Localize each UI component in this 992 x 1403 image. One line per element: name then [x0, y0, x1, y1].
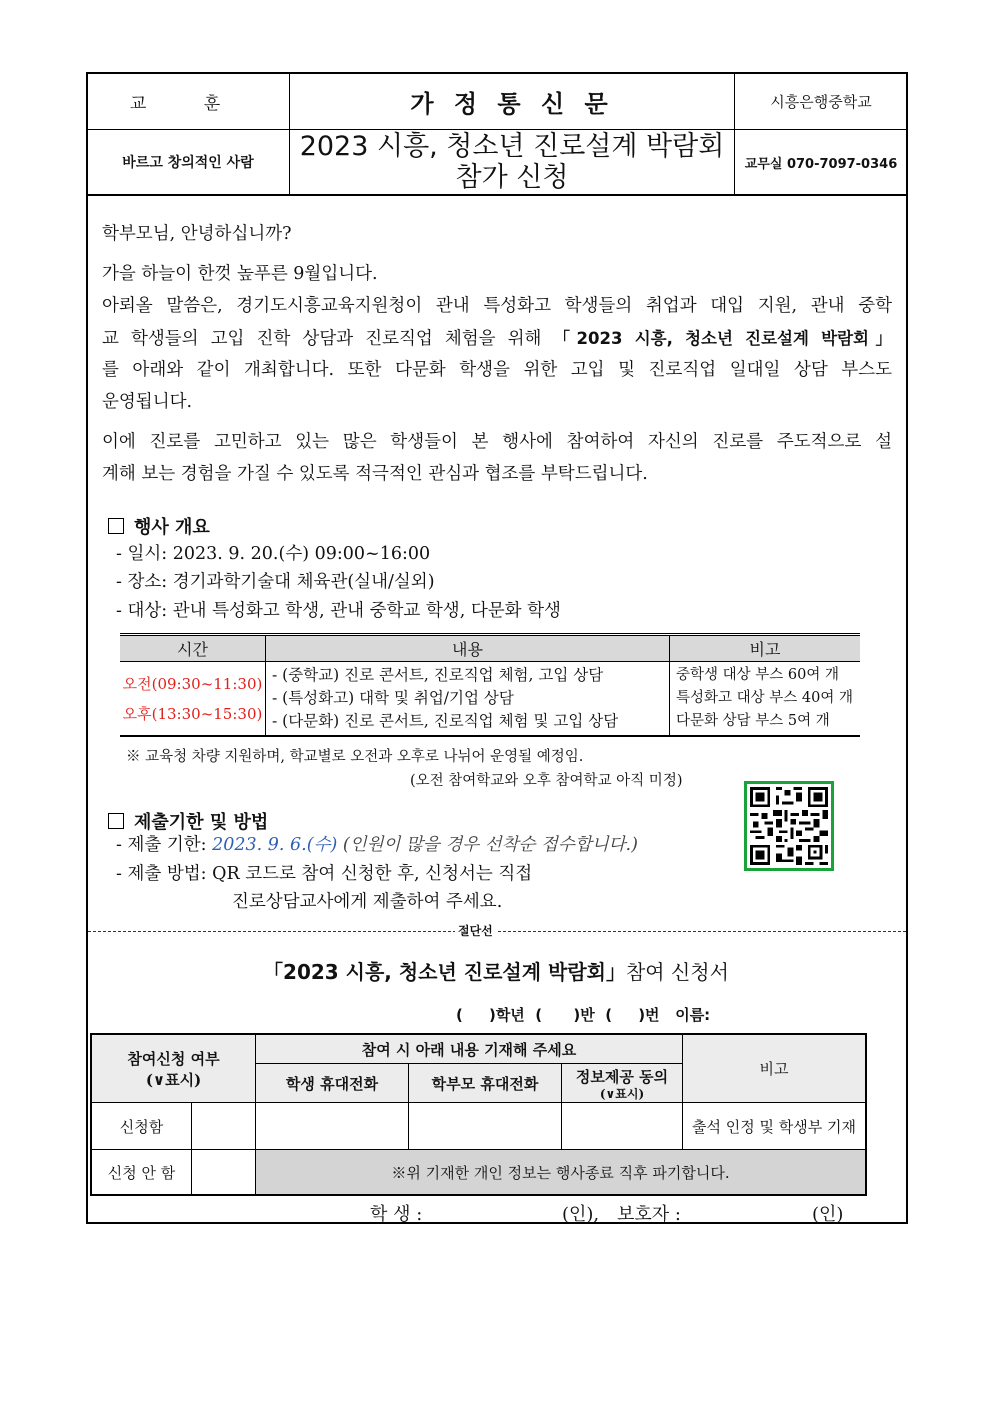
subject-line-1: 2023 시흥, 청소년 진로설계 박람회 [299, 131, 725, 162]
schedule-note-item: 중학생 대상 부스 60여 개 [676, 667, 839, 683]
event-name-bold: 「2023 시흥, 청소년 진로설계 박람회」 [553, 329, 893, 348]
schedule-content-item: - (다문화) 진로 콘서트, 진로직업 체험 및 고입 상담 [272, 712, 619, 730]
schedule-note-item: 다문화 상담 부스 5여 개 [676, 713, 830, 729]
subject-title [290, 130, 735, 196]
letter-p1-line3-text: 교 학생들의 고입 진학 상담과 진로직업 체험을 위해 [102, 329, 554, 349]
privacy-note: ※위 기재한 개인 정보는 행사종료 직후 파기합니다. [256, 1150, 867, 1196]
application-table [90, 1033, 867, 1196]
contact-phone: 교무실 070-7097-0346 [735, 130, 908, 196]
letter-p1-line2: 아뢰올 말씀은, 경기도시흥교육지원청이 관내 특성화고 학생들의 취업과 대입 지원, 관내 중학 [102, 296, 892, 316]
greeting: 학부모님, 안녕하십니까? [102, 224, 292, 244]
parent-phone-cell[interactable] [409, 1103, 562, 1150]
school-name: 시흥은행중학교 [735, 73, 908, 130]
submission-deadline [116, 831, 638, 859]
consent-header-text: 정보제공 동의 [575, 1067, 669, 1086]
row-not-apply-label: 신청 안 함 [91, 1150, 192, 1196]
row-apply-label: 신청함 [91, 1103, 192, 1150]
schedule-table [120, 633, 860, 737]
letter-p1-line4: 를 아래와 같이 개최합니다. 또한 다문화 학생을 위한 고입 및 진로직업 일대일 상담 부스도 [102, 360, 892, 380]
cut-line-label: 절단선 [455, 922, 496, 939]
schedule-header-time: 시간 [120, 635, 266, 662]
schedule-content-item: - (특성화고) 대학 및 취업/기업 상담 [272, 689, 514, 707]
motto-label: 교 훈 [87, 73, 290, 130]
letter-p2-line1: 이에 진로를 고민하고 있는 많은 학생들이 본 행사에 참여하여 자신의 진로를 주도적으로 설 [102, 432, 892, 452]
schedule-footnote-2: (오전 참여학교와 오후 참여학교 아직 미정) [410, 773, 683, 789]
student-phone-cell[interactable] [256, 1103, 409, 1150]
schedule-times [120, 662, 266, 737]
not-apply-check-cell[interactable] [192, 1150, 256, 1196]
parent-phone-header: 학부모 휴대전화 [409, 1064, 562, 1103]
sign-guardian-seal: (인) [812, 1204, 844, 1225]
student-info-line: ( )학년 ( )반 ( )번 이름: [456, 1006, 711, 1024]
schedule-time-pm: 오후(13:30~15:30) [122, 704, 263, 723]
overview-target: - 대상: 관내 특성화고 학생, 관내 중학교 학생, 다문화 학생 [116, 601, 561, 621]
document-title: 가 정 통 신 문 [290, 73, 735, 130]
form-title-rest: 참여 신청서 [625, 960, 729, 984]
submission-heading-text: 제출기한 및 방법 [134, 812, 269, 833]
apply-check-cell[interactable] [192, 1103, 256, 1150]
header-table [86, 72, 908, 196]
fill-in-header: 참여 시 아래 내용 기재해 주세요 [256, 1034, 683, 1064]
school-motto: 바르고 창의적인 사람 [87, 130, 290, 196]
letter-p1-line3 [102, 322, 892, 356]
schedule-notes [670, 662, 861, 737]
participation-header [91, 1034, 256, 1103]
student-phone-header: 학생 휴대전화 [256, 1064, 409, 1103]
sign-guardian-label: 보호자 : [617, 1204, 681, 1225]
participation-header-sub: (∨표시) [145, 1070, 202, 1089]
sign-student-label: 학 생 : [370, 1204, 423, 1225]
submission-method-line2: 진로상담교사에게 제출하여 주세요. [232, 892, 503, 912]
schedule-time-am: 오전(09:30~11:30) [122, 674, 263, 693]
consent-header-sub: (∨표시) [599, 1086, 645, 1101]
subject-line-2: 참가 신청 [455, 162, 569, 193]
remarks-header: 비고 [683, 1034, 867, 1103]
overview-place: - 장소: 경기과학기술대 체육관(실내/실외) [116, 572, 435, 592]
schedule-content-item: - (중학교) 진로 콘서트, 진로직업 체험, 고입 상담 [272, 666, 604, 684]
deadline-label: - 제출 기한: [116, 835, 213, 855]
overview-date: - 일시: 2023. 9. 20.(수) 09:00~16:00 [116, 544, 431, 564]
consent-header [562, 1064, 683, 1103]
letter-p1-line1: 가을 하늘이 한껏 높푸른 9월입니다. [102, 264, 378, 284]
cut-line [88, 931, 906, 932]
schedule-header-note: 비고 [670, 635, 861, 662]
qr-code-icon[interactable] [744, 781, 834, 871]
deadline-date: 2023. 9. 6.(수) [212, 835, 338, 855]
checkbox-square-icon [108, 518, 124, 534]
apply-remark: 출석 인정 및 학생부 기재 [683, 1103, 867, 1150]
submission-method-line1: - 제출 방법: QR 코드로 참여 신청한 후, 신청서는 직접 [116, 864, 533, 884]
schedule-contents [266, 662, 670, 737]
deadline-note: (인원이 많을 경우 선착순 접수합니다.) [337, 835, 638, 855]
schedule-note-item: 특성화고 대상 부스 40여 개 [676, 690, 853, 706]
letter-p1-line5: 운영됩니다. [102, 392, 193, 412]
sign-student-seal: (인), [562, 1204, 600, 1225]
letter-p2-line2: 계해 보는 경험을 가질 수 있도록 적극적인 관심과 협조를 부탁드립니다. [102, 464, 648, 484]
participation-header-text: 참여신청 여부 [127, 1049, 220, 1068]
checkbox-square-icon [108, 813, 124, 829]
overview-heading [108, 513, 210, 539]
consent-check-cell[interactable] [562, 1103, 683, 1150]
overview-heading-text: 행사 개요 [134, 517, 210, 538]
form-title-bold: 「2023 시흥, 청소년 진로설계 박람회」 [263, 960, 626, 984]
schedule-footnote-1: ※ 교육청 차량 지원하며, 학교별로 오전과 오후로 나뉘어 운영될 예정임. [126, 749, 584, 765]
form-title [0, 956, 992, 985]
qr-code-graphic [747, 784, 831, 868]
schedule-header-content: 내용 [266, 635, 670, 662]
